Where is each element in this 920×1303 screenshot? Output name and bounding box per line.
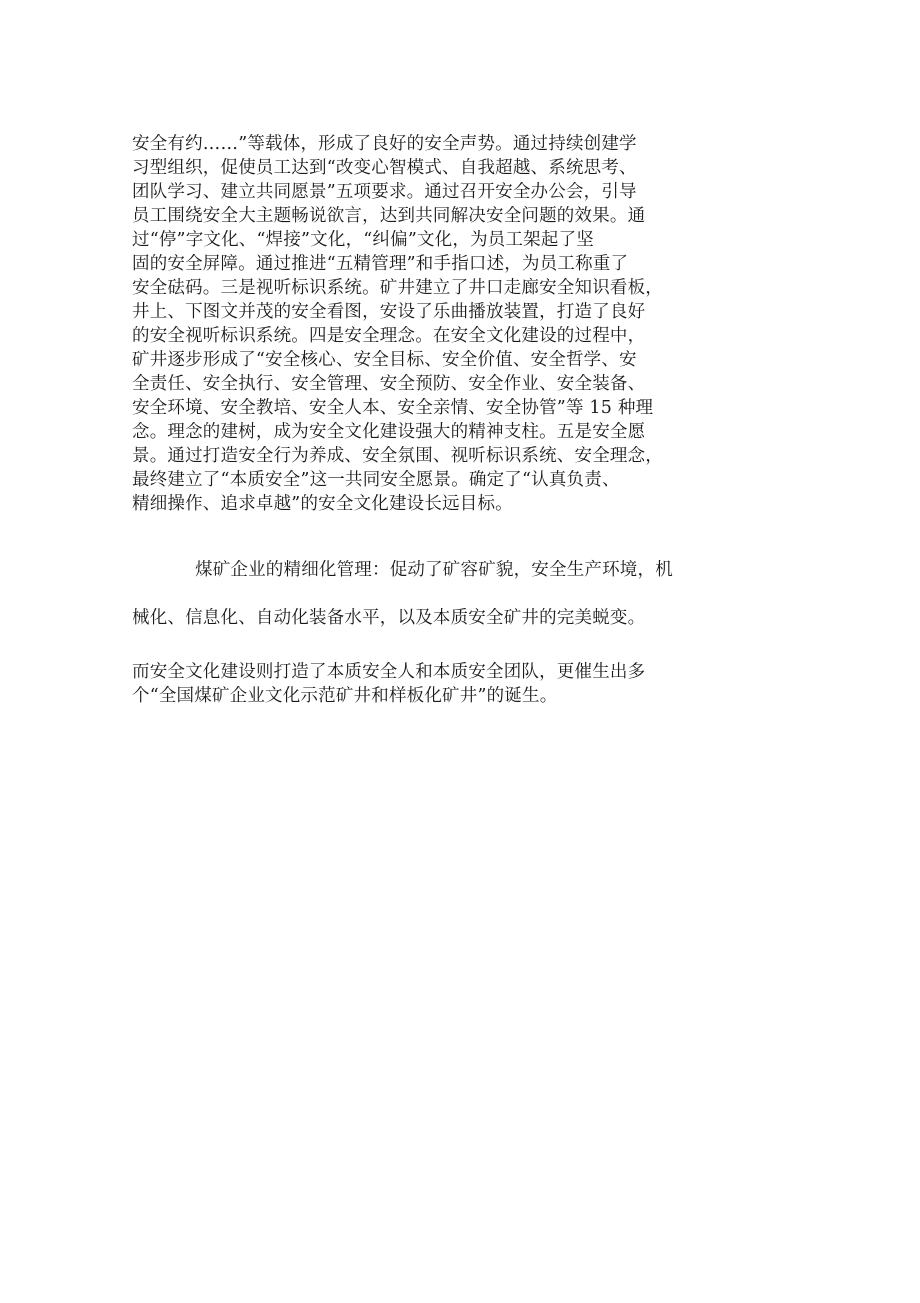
text-line: 煤矿企业的精细化管理：促动了矿容矿貌，安全生产环境，机 (195, 560, 673, 580)
text-line: 的安全视听标识系统。四是安全理念。在安全文化建设的过程中， (132, 326, 646, 346)
text-line: 安全砝码。三是视听标识系统。矿井建立了井口走廊安全知识看板， (132, 278, 663, 298)
text-line: 景。通过打造安全行为养成、安全氛围、视听标识系统、安全理念， (132, 446, 663, 466)
text-line: 械化、信息化、自动化装备水平，以及本质安全矿井的完美蜕变。 (132, 608, 646, 628)
text-line: 安全环境、安全教培、安全人本、安全亲情、安全协管”等 15 种理 (132, 398, 654, 418)
text-line: 念。理念的建树，成为安全文化建设强大的精神支柱。五是安全愿 (132, 422, 646, 442)
text-line: 最终建立了“本质安全”这一共同安全愿景。确定了“认真负责、 (132, 470, 620, 490)
text-line: 固的安全屏障。通过推进“五精管理”和手指口述，为员工称重了 (132, 254, 629, 274)
text-line: 安全有约……”等载体，形成了良好的安全声势。通过持续创建学 (132, 134, 637, 154)
text-line: 精细操作、追求卓越”的安全文化建设长远目标。 (132, 494, 513, 514)
text-line: 习型组织，促使员工达到“改变心智模式、自我超越、系统思考、 (132, 158, 637, 178)
text-line: 而安全文化建设则打造了本质安全人和本质安全团队，更催生出多 (132, 662, 646, 682)
text-line: 团队学习、建立共同愿景”五项要求。通过召开安全办公会，引导 (132, 182, 637, 202)
text-line: 矿井逐步形成了“安全核心、安全目标、安全价值、安全哲学、安 (132, 350, 637, 370)
text-line: 井上、下图文并茂的安全看图，安设了乐曲播放装置，打造了良好 (132, 302, 646, 322)
text-line: 员工围绕安全大主题畅说欲言，达到共同解决安全问题的效果。通 (132, 206, 646, 226)
text-line: 全责任、安全执行、安全管理、安全预防、安全作业、安全装备、 (132, 374, 646, 394)
text-line: 过“停”字文化、“焊接”文化，“纠偏”文化，为员工架起了坚 (132, 230, 594, 250)
text-line: 个“全国煤矿企业文化示范矿井和样板化矿井”的诞生。 (132, 686, 558, 706)
